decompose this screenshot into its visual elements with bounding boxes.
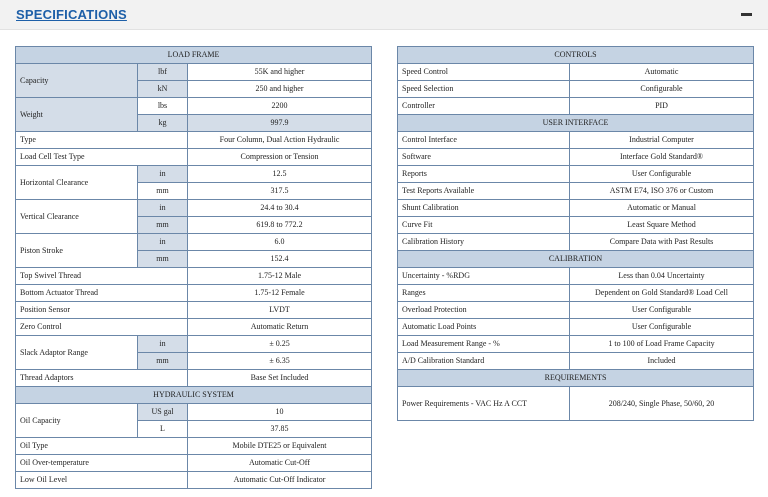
- table-row: [16, 98, 372, 115]
- row-label-zero-control: Zero Control: [16, 319, 188, 336]
- section-title[interactable]: SPECIFICATIONS: [16, 7, 127, 22]
- unit-cell: kg: [138, 115, 188, 132]
- value-cell: 619.8 to 772.2: [188, 217, 372, 234]
- left-spec-table: [15, 46, 372, 489]
- value-cell: ± 6.35: [188, 353, 372, 370]
- row-label: A/D Calibration Standard: [398, 353, 570, 370]
- value-cell: 6.0: [188, 234, 372, 251]
- value-cell: Compression or Tension: [188, 149, 372, 166]
- row-label-position-sensor: Position Sensor: [16, 302, 188, 319]
- table-row: [398, 132, 754, 149]
- value-cell: 1.75-12 Male: [188, 268, 372, 285]
- value-cell: 152.4: [188, 251, 372, 268]
- row-label-type: Type: [16, 132, 188, 149]
- value-cell: User Configurable: [570, 302, 754, 319]
- value-cell: ASTM E74, ISO 376 or Custom: [570, 183, 754, 200]
- unit-cell: lbs: [138, 98, 188, 115]
- value-cell: 997.9: [188, 115, 372, 132]
- value-cell: User Configurable: [570, 319, 754, 336]
- specifications-header[interactable]: [0, 0, 768, 30]
- table-row: [16, 336, 372, 353]
- table-row: [16, 285, 372, 302]
- table-row: [398, 387, 754, 421]
- table-row: [398, 98, 754, 115]
- row-label: Shunt Calibration: [398, 200, 570, 217]
- section-title-requirements: REQUIREMENTS: [398, 370, 754, 387]
- table-row: [398, 81, 754, 98]
- section-header-user-interface: [398, 115, 754, 132]
- value-cell: Dependent on Gold Standard® Load Cell: [570, 285, 754, 302]
- table-row: [16, 370, 372, 387]
- row-label-oil-type: Oil Type: [16, 438, 188, 455]
- value-cell: 12.5: [188, 166, 372, 183]
- value-cell: Compare Data with Past Results: [570, 234, 754, 251]
- row-label-piston: Piston Stroke: [16, 234, 138, 268]
- table-row: [16, 319, 372, 336]
- value-cell: User Configurable: [570, 166, 754, 183]
- unit-cell: in: [138, 336, 188, 353]
- value-cell: 1 to 100 of Load Frame Capacity: [570, 336, 754, 353]
- value-cell: Automatic Cut-Off Indicator: [188, 472, 372, 489]
- minus-icon[interactable]: [741, 13, 752, 16]
- section-title-hydraulic: HYDRAULIC SYSTEM: [16, 387, 372, 404]
- value-cell: 1.75-12 Female: [188, 285, 372, 302]
- table-row: [398, 285, 754, 302]
- table-row: [16, 438, 372, 455]
- row-label: Curve Fit: [398, 217, 570, 234]
- row-label-load-cell: Load Cell Test Type: [16, 149, 188, 166]
- table-row: [16, 268, 372, 285]
- unit-cell: mm: [138, 183, 188, 200]
- section-title-user-interface: USER INTERFACE: [398, 115, 754, 132]
- value-cell: 208/240, Single Phase, 50/60, 20: [570, 387, 754, 421]
- table-row: [398, 319, 754, 336]
- row-label: Ranges: [398, 285, 570, 302]
- value-cell: 24.4 to 30.4: [188, 200, 372, 217]
- table-row: [398, 336, 754, 353]
- right-spec-table: [397, 46, 754, 421]
- row-label: Load Measurement Range - %: [398, 336, 570, 353]
- row-label: Control Interface: [398, 132, 570, 149]
- table-row: [398, 149, 754, 166]
- value-cell: 10: [188, 404, 372, 421]
- table-row: [16, 149, 372, 166]
- row-label-weight: Weight: [16, 98, 138, 132]
- value-cell: Least Square Method: [570, 217, 754, 234]
- table-row: [398, 302, 754, 319]
- table-row: [16, 64, 372, 81]
- row-label-capacity: Capacity: [16, 64, 138, 98]
- table-row: [16, 455, 372, 472]
- value-cell: Automatic or Manual: [570, 200, 754, 217]
- section-title-controls: CONTROLS: [398, 47, 754, 64]
- table-row: [398, 166, 754, 183]
- row-label: Automatic Load Points: [398, 319, 570, 336]
- table-row: [16, 166, 372, 183]
- table-row: [16, 302, 372, 319]
- value-cell: Interface Gold Standard®: [570, 149, 754, 166]
- row-label-oil-capacity: Oil Capacity: [16, 404, 138, 438]
- unit-cell: in: [138, 200, 188, 217]
- section-header-calibration: [398, 251, 754, 268]
- table-row: [398, 217, 754, 234]
- row-label: Software: [398, 149, 570, 166]
- row-label: Uncertainty - %RDG: [398, 268, 570, 285]
- value-cell: 2200: [188, 98, 372, 115]
- row-label: Speed Control: [398, 64, 570, 81]
- unit-cell: in: [138, 166, 188, 183]
- section-header-controls: [398, 47, 754, 64]
- row-label: Test Reports Available: [398, 183, 570, 200]
- table-row: [16, 200, 372, 217]
- row-label: Overload Protection: [398, 302, 570, 319]
- table-row: [398, 353, 754, 370]
- table-row: [398, 183, 754, 200]
- value-cell: Included: [570, 353, 754, 370]
- unit-cell: mm: [138, 251, 188, 268]
- unit-cell: in: [138, 234, 188, 251]
- row-label: Controller: [398, 98, 570, 115]
- row-label-horizontal: Horizontal Clearance: [16, 166, 138, 200]
- value-cell: Four Column, Dual Action Hydraulic: [188, 132, 372, 149]
- row-label-top-swivel: Top Swivel Thread: [16, 268, 188, 285]
- row-label: Speed Selection: [398, 81, 570, 98]
- value-cell: Automatic Cut-Off: [188, 455, 372, 472]
- value-cell: ± 0.25: [188, 336, 372, 353]
- value-cell: Automatic: [570, 64, 754, 81]
- unit-cell: mm: [138, 353, 188, 370]
- row-label-low-oil: Low Oil Level: [16, 472, 188, 489]
- row-label-slack: Slack Adaptor Range: [16, 336, 138, 370]
- row-label-power: Power Requirements - VAC Hz A CCT: [398, 387, 570, 421]
- value-cell: 55K and higher: [188, 64, 372, 81]
- unit-cell: lbf: [138, 64, 188, 81]
- row-label-bottom-actuator: Bottom Actuator Thread: [16, 285, 188, 302]
- value-cell: PID: [570, 98, 754, 115]
- unit-cell: kN: [138, 81, 188, 98]
- table-row: [16, 132, 372, 149]
- table-row: [16, 472, 372, 489]
- row-label: Reports: [398, 166, 570, 183]
- row-label: Calibration History: [398, 234, 570, 251]
- table-row: [398, 64, 754, 81]
- row-label-oil-over-temp: Oil Over-temperature: [16, 455, 188, 472]
- table-row: [398, 200, 754, 217]
- value-cell: Configurable: [570, 81, 754, 98]
- value-cell: Base Set Included: [188, 370, 372, 387]
- row-label-thread-adaptors: Thread Adaptors: [16, 370, 188, 387]
- section-title-calibration: CALIBRATION: [398, 251, 754, 268]
- section-header-load-frame: [16, 47, 372, 64]
- section-title-load-frame: LOAD FRAME: [16, 47, 372, 64]
- table-row: [16, 234, 372, 251]
- section-header-hydraulic: [16, 387, 372, 404]
- value-cell: Less than 0.04 Uncertainty: [570, 268, 754, 285]
- value-cell: 317.5: [188, 183, 372, 200]
- value-cell: 37.85: [188, 421, 372, 438]
- unit-cell: L: [138, 421, 188, 438]
- table-row: [398, 234, 754, 251]
- value-cell: LVDT: [188, 302, 372, 319]
- table-row: [16, 404, 372, 421]
- section-header-requirements: [398, 370, 754, 387]
- value-cell: 250 and higher: [188, 81, 372, 98]
- table-row: [398, 268, 754, 285]
- value-cell: Industrial Computer: [570, 132, 754, 149]
- value-cell: Automatic Return: [188, 319, 372, 336]
- value-cell: Mobile DTE25 or Equivalent: [188, 438, 372, 455]
- row-label-vertical: Vertical Clearance: [16, 200, 138, 234]
- unit-cell: US gal: [138, 404, 188, 421]
- unit-cell: mm: [138, 217, 188, 234]
